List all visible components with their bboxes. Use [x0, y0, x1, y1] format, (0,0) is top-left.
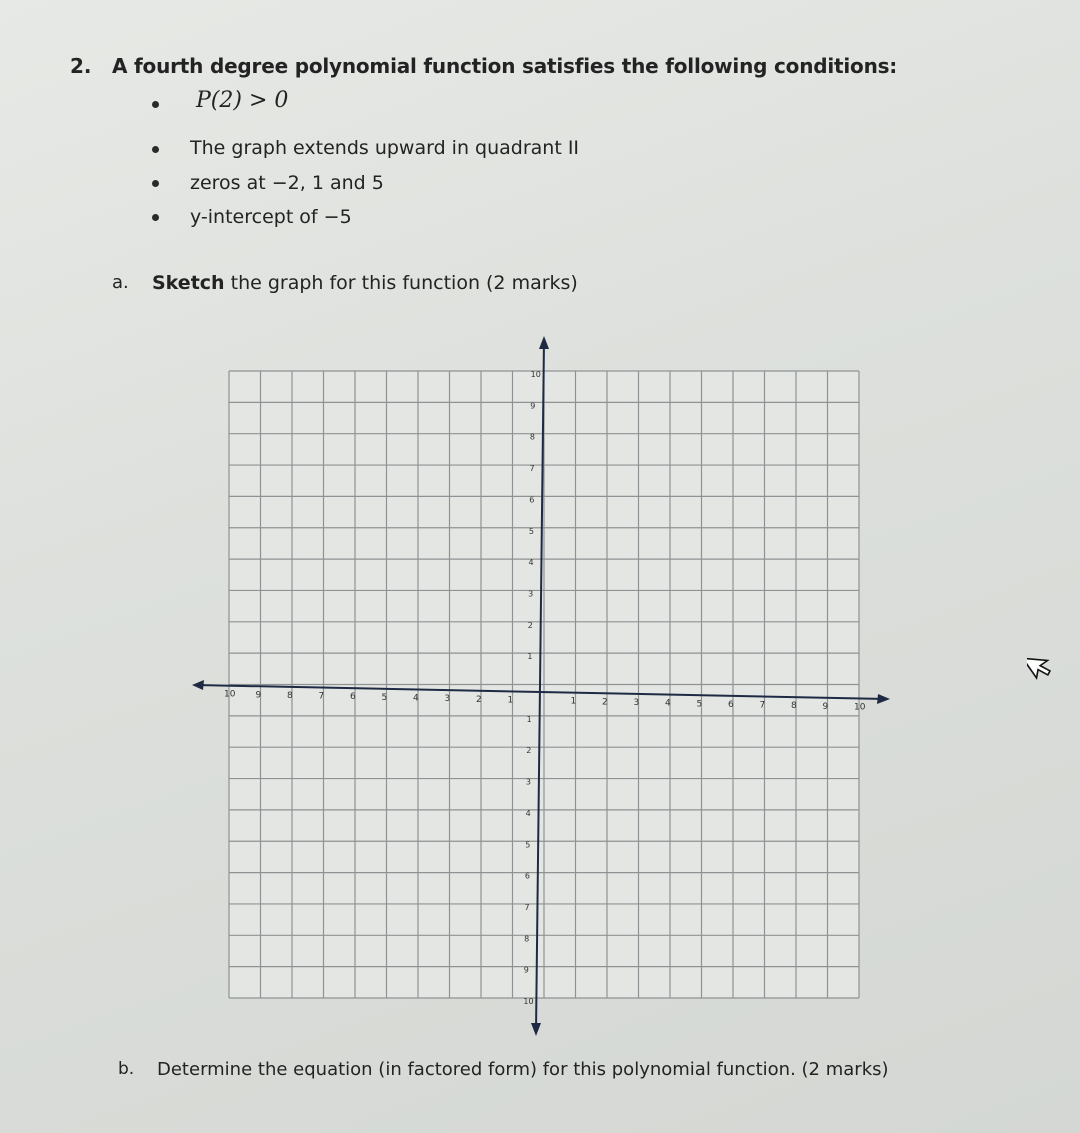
y-tick-label: 8: [529, 432, 536, 442]
x-tick-label: 7: [759, 700, 766, 711]
y-tick-label: 5: [525, 840, 531, 850]
x-tick-label: 10: [224, 689, 236, 700]
y-tick-label: 9: [523, 965, 529, 975]
y-tick-label: 2: [527, 620, 533, 630]
x-tick-label: 5: [381, 692, 388, 703]
y-tick-label: 8: [524, 934, 530, 944]
part-a-verb: Sketch: [152, 272, 225, 294]
grid-lines: [229, 371, 859, 998]
x-tick-label: 9: [822, 701, 829, 712]
x-tick-label: 6: [728, 699, 734, 710]
y-tick-label: 10: [523, 997, 534, 1006]
y-tick-label: 3: [525, 777, 532, 787]
y-tick-label: 7: [524, 902, 530, 912]
y-tick-label: 7: [529, 464, 535, 474]
y-axis-up-arrow: [539, 336, 549, 349]
condition-zeros: zeros at −2, 1 and 5: [190, 172, 384, 194]
y-tick-label: 4: [528, 558, 534, 568]
condition-end-behaviour: The graph extends upward in quadrant II: [190, 137, 580, 159]
y-tick-label: 1: [527, 652, 533, 662]
x-tick-label: 10: [854, 702, 866, 713]
x-tick-label: 2: [602, 697, 608, 708]
y-tick-label: 2: [526, 746, 532, 756]
question-number: 2.: [70, 54, 92, 78]
y-tick-label: 9: [530, 401, 536, 411]
x-tick-label: 9: [255, 690, 262, 701]
x-tick-label: 6: [350, 692, 356, 703]
y-axis-down-arrow: [531, 1023, 541, 1036]
y-tick-label: 5: [528, 526, 534, 536]
y-tick-label: 6: [524, 871, 530, 881]
x-tick-label: 5: [696, 699, 703, 710]
y-tick-label: 10: [530, 370, 541, 379]
x-tick-label: 3: [444, 694, 451, 705]
mouse-pointer-icon: [1027, 648, 1051, 680]
x-axis-left-arrow: [192, 680, 204, 690]
part-b-instruction: [157, 1059, 889, 1080]
question-text: A fourth degree polynomial function satisfies the following conditions:: [112, 54, 898, 78]
part-b-verb: Determine: [157, 1059, 253, 1080]
part-b-rest: the equation (in factored form) for this polynomial function. (2 marks): [252, 1059, 889, 1080]
condition-y-intercept: y-intercept of −5: [190, 206, 352, 228]
part-b-label: b.: [118, 1059, 135, 1079]
part-a-label: a.: [112, 272, 129, 293]
x-tick-label: 4: [413, 693, 419, 704]
y-tick-label: 4: [525, 808, 531, 818]
y-tick-label: 3: [528, 589, 534, 599]
x-tick-label: 2: [476, 694, 482, 705]
x-tick-label: 1: [507, 695, 514, 706]
x-tick-label: 8: [287, 690, 293, 701]
condition-p2-positive: P(2) > 0: [196, 88, 289, 113]
part-a-rest: the graph for this function (2 marks): [224, 272, 578, 294]
x-tick-label: 8: [791, 701, 797, 712]
x-axis-right-arrow: [877, 694, 890, 704]
x-tick-label: 4: [665, 698, 671, 709]
x-tick-label: 3: [633, 697, 640, 708]
y-tick-label: 6: [529, 495, 535, 505]
y-tick-label: 1: [526, 714, 532, 724]
x-tick-label: 1: [570, 696, 577, 707]
x-tick-label: 7: [318, 691, 325, 702]
